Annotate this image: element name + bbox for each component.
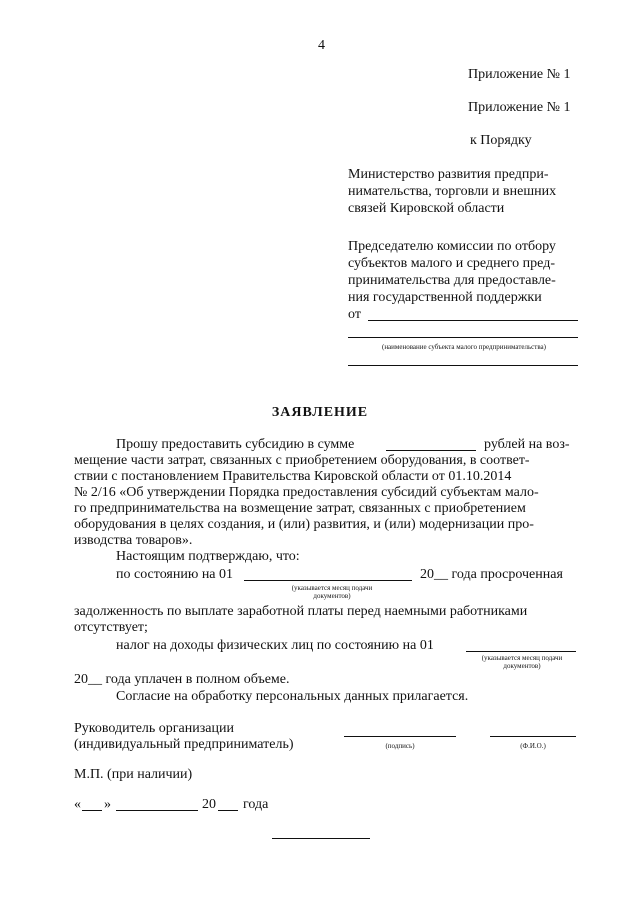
- ministry-line: нимательства, торговли и внешних: [348, 184, 557, 199]
- date-year: 20: [202, 797, 216, 812]
- tax-month-field[interactable]: [466, 651, 576, 652]
- from-field-3[interactable]: [348, 365, 578, 366]
- page-number: 4: [318, 38, 325, 53]
- p1-line-3: ствии с постановлением Правительства Кировской области от 01.10.2014: [74, 469, 512, 484]
- month-name-field[interactable]: [116, 810, 198, 811]
- date-suffix: года: [243, 797, 269, 812]
- date-close-quote: »: [104, 797, 111, 812]
- head-line-1: Руководитель организации: [74, 721, 234, 736]
- closing-divider: [272, 838, 370, 839]
- tax-hint-line: (указывается месяц подачи: [481, 654, 563, 662]
- month-hint-line: (указывается месяц подачи: [291, 584, 373, 592]
- chairman-line: Председателю комиссии по отбору: [348, 239, 556, 254]
- chairman-block: [348, 238, 588, 306]
- from-field[interactable]: [368, 320, 578, 321]
- document-title: ЗАЯВЛЕНИЕ: [271, 405, 369, 420]
- fio-field[interactable]: [490, 736, 576, 737]
- chairman-line: ния государственной поддержки: [348, 290, 542, 305]
- chairman-line: субъектов малого и среднего пред-: [348, 256, 555, 271]
- from-field-2[interactable]: [348, 337, 578, 338]
- paid-text: 20__ года уплачен в полном объеме.: [74, 672, 290, 687]
- ministry-block: [348, 166, 588, 217]
- head-line-2: (индивидуальный предприниматель): [74, 737, 294, 752]
- tax-text: налог на доходы физических лиц по состоянию на 01: [116, 638, 434, 653]
- signature-field[interactable]: [344, 736, 456, 737]
- signature-hint: (подпись): [385, 742, 415, 750]
- year-field[interactable]: [218, 810, 238, 811]
- amount-field[interactable]: [386, 450, 476, 451]
- appendix-line-1: Приложение № 1: [468, 67, 571, 82]
- appendix-line-3: к Порядку: [470, 133, 532, 148]
- confirm-text: Настоящим подтверждаю, что:: [116, 549, 300, 564]
- appendix-line-2: Приложение № 1: [468, 100, 571, 115]
- debt-line-1: задолженность по выплате заработной платы перед наемными работниками: [74, 604, 528, 619]
- stamp-text: М.П. (при наличии): [74, 767, 193, 782]
- name-hint: (наименование субъекта малого предпринимательства): [381, 343, 546, 351]
- state1-year: 20__ года просроченная: [420, 567, 563, 582]
- p1-line-7: изводства товаров».: [74, 533, 193, 548]
- date-open-quote: «: [74, 797, 81, 812]
- month-hint: [262, 584, 402, 600]
- ministry-line: Министерство развития предпри-: [348, 167, 549, 182]
- p1-line-1b: рублей на воз-: [484, 437, 570, 452]
- p1-line-4: № 2/16 «Об утверждении Порядка предоставления субсидий субъектам мало-: [74, 485, 539, 500]
- from-label: от: [348, 307, 361, 322]
- month-hint-line: документов): [313, 592, 351, 600]
- tax-hint: [466, 654, 578, 670]
- p1-line-5: го предпринимательства на возмещение затрат, связанных с приобретением: [74, 501, 526, 516]
- ministry-line: связей Кировской области: [348, 201, 505, 216]
- chairman-line: принимательства для предоставле-: [348, 273, 556, 288]
- day-field[interactable]: [82, 810, 102, 811]
- tax-hint-line: документов): [503, 662, 541, 670]
- p1-line-1a: Прошу предоставить субсидию в сумме: [116, 437, 355, 452]
- consent-text: Согласие на обработку персональных данных прилагается.: [116, 689, 469, 704]
- state1-prefix: по состоянию на 01: [116, 567, 234, 582]
- p1-line-6: оборудования в целях создания, и (или) развития, и (или) модернизации про-: [74, 517, 534, 532]
- debt-line-2: отсутствует;: [74, 620, 148, 635]
- p1-line-2: мещение части затрат, связанных с приобретением оборудования, в соответ-: [74, 453, 530, 468]
- month-field[interactable]: [244, 580, 412, 581]
- fio-hint: (Ф.И.О.): [520, 742, 546, 750]
